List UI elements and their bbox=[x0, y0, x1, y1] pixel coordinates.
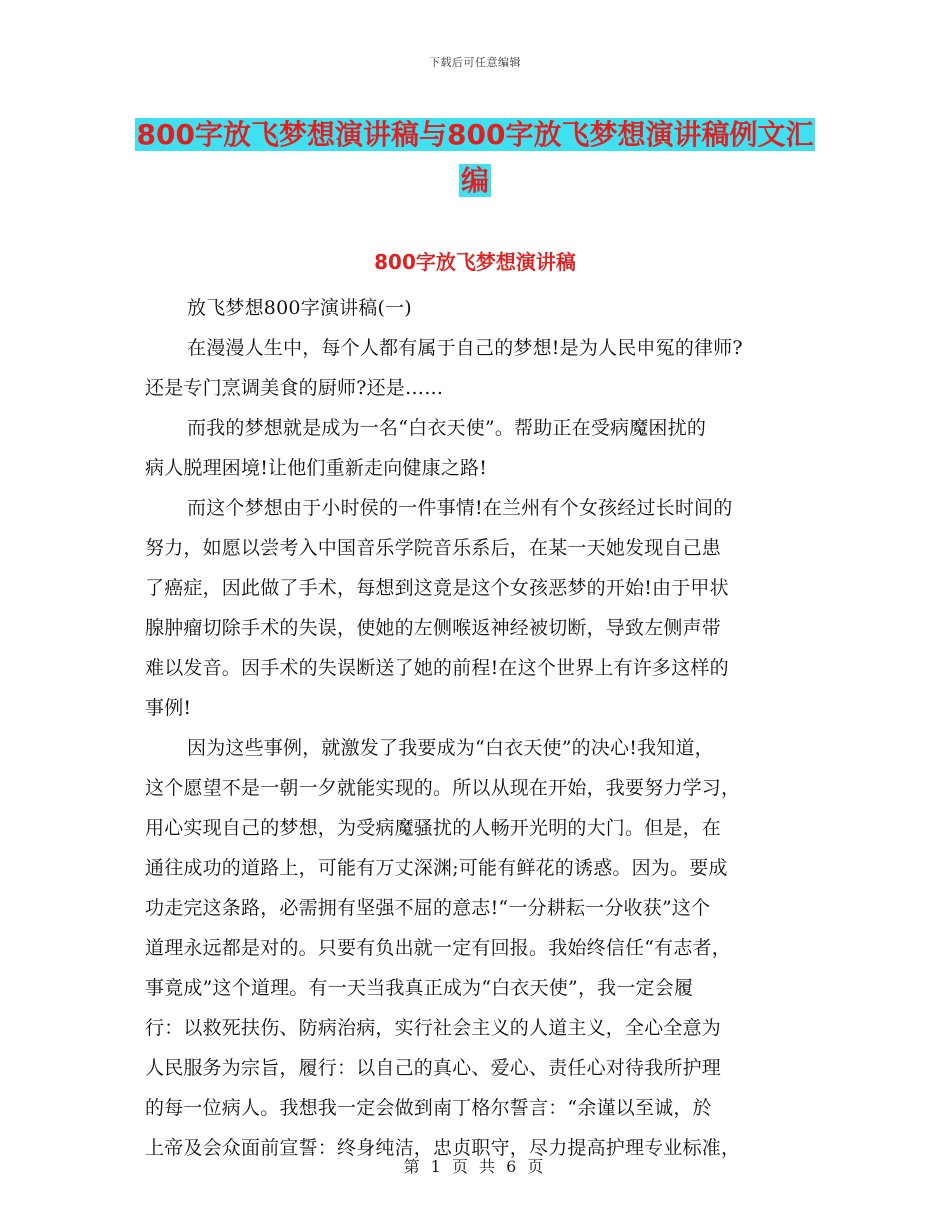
body-line: 因为这些事例，就激发了我要成为“白衣天使”的决心!我知道， bbox=[187, 737, 714, 759]
page-number-footer: 第 1 页 共 6 页 bbox=[403, 1157, 547, 1176]
document-title-line-2: 编 bbox=[460, 164, 489, 197]
body-line: 病人脱理困境!让他们重新走向健康之路! bbox=[145, 457, 488, 479]
section-title: 800字放飞梦想演讲稿 bbox=[374, 250, 576, 274]
body-line: 而这个梦想由于小时侯的一件事情!在兰州有个女孩经过长时间的 bbox=[187, 497, 733, 519]
body-line: 人民服务为宗旨，履行：以自己的真心、爱心、责任心对待我所护理 bbox=[145, 1057, 722, 1079]
document-title-line-1: 800字放飞梦想演讲稿与800字放飞梦想演讲稿例文汇 bbox=[136, 118, 814, 151]
body-line: 还是专门烹调美食的厨师?还是…… bbox=[145, 377, 444, 399]
body-subtitle: 放飞梦想800字演讲稿(一) bbox=[187, 297, 412, 319]
header-note: 下载后可任意编辑 bbox=[429, 56, 521, 69]
body-line: 这个愿望不是一朝一夕就能实现的。所以从现在开始，我要努力学习， bbox=[145, 777, 741, 799]
body-line: 努力，如愿以尝考入中国音乐学院音乐系后，在某一天她发现自己患 bbox=[145, 537, 722, 559]
body-line: 难以发音。因手术的失误断送了她的前程!在这个世界上有许多这样的 bbox=[145, 657, 729, 679]
body-line: 而我的梦想就是成为一名“白衣天使”。帮助正在受病魔困扰的 bbox=[187, 417, 707, 439]
document-title bbox=[0, 112, 950, 204]
body-line: 用心实现自己的梦想，为受病魔骚扰的人畅开光明的大门。但是，在 bbox=[145, 817, 722, 839]
body-line: 了癌症，因此做了手术，每想到这竟是这个女孩恶梦的开始!由于甲状 bbox=[145, 577, 729, 599]
body-line: 事竟成”这个道理。有一天当我真正成为“白衣天使”，我一定会履 bbox=[145, 977, 694, 999]
body-line: 道理永远都是对的。只要有负出就一定有回报。我始终信任“有志者， bbox=[145, 937, 731, 959]
body-line: 上帝及会众面前宣誓：终身纯洁，忠贞职守，尽力提高护理专业标准， bbox=[145, 1137, 741, 1159]
body-text bbox=[145, 288, 825, 1168]
body-line: 的每一位病人。我想我一定会做到南丁格尔誓言：“余谨以至诚，於 bbox=[145, 1097, 712, 1119]
body-line: 腺肿瘤切除手术的失误，使她的左侧喉返神经被切断，导致左侧声带 bbox=[145, 617, 722, 639]
body-line: 功走完这条路，必需拥有坚强不屈的意志!“一分耕耘一分收获”这个 bbox=[145, 897, 711, 919]
body-line: 事例! bbox=[145, 697, 192, 719]
body-line: 通往成功的道路上，可能有万丈深渊;可能有鲜花的诱惑。因为。要成 bbox=[145, 857, 728, 879]
body-line: 在漫漫人生中，每个人都有属于自己的梦想!是为人民申冤的律师? bbox=[187, 337, 743, 359]
body-line: 行：以救死扶伤、防病治病，实行社会主义的人道主义，全心全意为 bbox=[145, 1017, 722, 1039]
